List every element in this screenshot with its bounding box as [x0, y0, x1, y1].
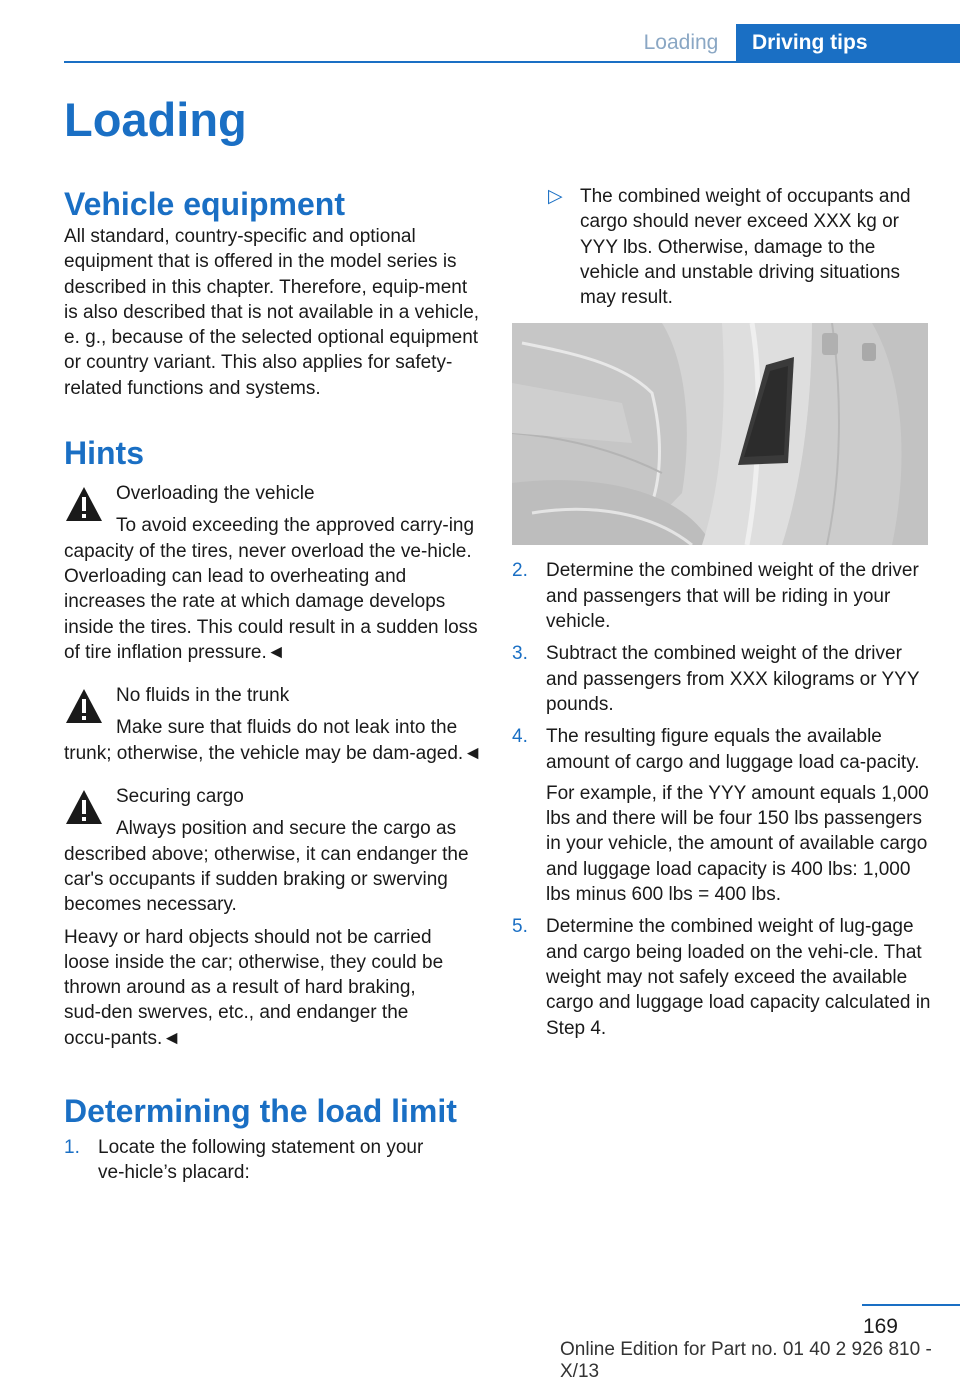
warning-no-fluids [64, 683, 482, 766]
footer-edition-text: Online Edition for Part no. 01 40 2 926 810 - X/13 [560, 1339, 932, 1382]
warning-title: Overloading the vehicle [116, 483, 315, 505]
door-pillar-placard-image [512, 323, 928, 545]
vehicle-equipment-text: All standard, country-specific and optional equipment that is offered in the model series is described in this chapter. Therefore, equip‑ment is also described that is not available in a vehicle, e. g., because of the selected optional equipment or country variant. This also applies for safety-related functions and systems. [64, 226, 480, 399]
section-heading-hints: Hints [64, 435, 144, 472]
warning-text-continued: Heavy or hard objects should not be carried loose inside the car; otherwise, they could be thrown around as a result of hard braking, sud‑den swerves, etc., and endanger the occu‑pants.◄ [64, 926, 444, 1049]
list-item [512, 914, 932, 1040]
load-limit-steps-list-continued [512, 558, 932, 1040]
warning-title: Securing cargo [116, 786, 244, 808]
warning-securing-cargo [64, 784, 482, 1051]
warning-text: Make sure that fluids do not leak into the trunk; otherwise, the vehicle may be dam‑aged.◄ [64, 717, 483, 764]
header-tab-driving-tips[interactable]: Driving tips [736, 24, 960, 62]
footer-rule [862, 1304, 960, 1306]
step-number: 1. [64, 1137, 80, 1159]
warning-triangle-icon [64, 687, 104, 725]
placard-text: The combined weight of occupants and cargo should never exceed XXX kg or YYY lbs. Otherwise, damage to the vehicle and unstable driving situations may result. [580, 186, 911, 309]
list-item [512, 558, 932, 634]
section-heading-vehicle-equipment: Vehicle equipment [64, 186, 345, 222]
car-interior-illustration [512, 323, 928, 545]
step-number: 2. [512, 560, 528, 582]
step-number: 5. [512, 916, 528, 938]
step-example: For example, if the YYY amount equals 1,000 lbs and there will be four 150 lbs passengers in your vehicle, the amount of available cargo and luggage load capacity is 400 lbs: 1,000 lbs minus 600 lbs = 400 lbs. [546, 782, 929, 906]
warning-triangle-icon [64, 485, 104, 523]
list-item [512, 641, 932, 717]
section-heading-load-limit: Determining the load limit [64, 1093, 457, 1130]
step-text: Subtract the combined weight of the driver and passengers from XXX kilograms or YYY pounds. [546, 643, 920, 715]
load-limit-steps-list [64, 1135, 482, 1186]
triangle-bullet-icon: ▷ [548, 186, 563, 207]
step-text: Determine the combined weight of lug‑gage and cargo being loaded on the vehi‑cle. That weight may not safely exceed the available cargo and luggage load capacity calculated in Step 4. [546, 916, 931, 1039]
step-text: The resulting figure equals the available amount of cargo and luggage load ca‑pacity. [546, 726, 920, 773]
warning-triangle-icon [64, 788, 104, 826]
step-text: Locate the following statement on your ve‑hicle’s placard: [98, 1137, 424, 1184]
left-column [64, 184, 482, 1193]
header-rule [64, 61, 960, 63]
list-item [512, 724, 932, 907]
placard-statement [512, 184, 932, 310]
page-number: 169 [862, 1315, 898, 1338]
list-item [64, 1135, 482, 1186]
right-column [512, 184, 932, 1048]
step-number: 3. [512, 643, 528, 665]
warning-overloading [64, 481, 482, 665]
page-title: Loading [64, 93, 247, 146]
step-number: 4. [512, 726, 528, 748]
step-text: Determine the combined weight of the driver and passengers that will be riding in your vehicle. [546, 560, 919, 633]
warning-text: Always position and secure the cargo as described above; otherwise, it can endanger the car's occupants if sudden braking or swerving becomes necessary. [64, 818, 469, 916]
header-tab-loading[interactable]: Loading [643, 31, 719, 54]
warning-title: No fluids in the trunk [116, 685, 290, 707]
warning-text: To avoid exceeding the approved carry‑ing capacity of the tires, never overload the ve‑hicle. Overloading can lead to overheating and increases the rate at which damage develops inside the tires. This could result in a sudden loss of tire inflation pressure.◄ [64, 515, 478, 663]
